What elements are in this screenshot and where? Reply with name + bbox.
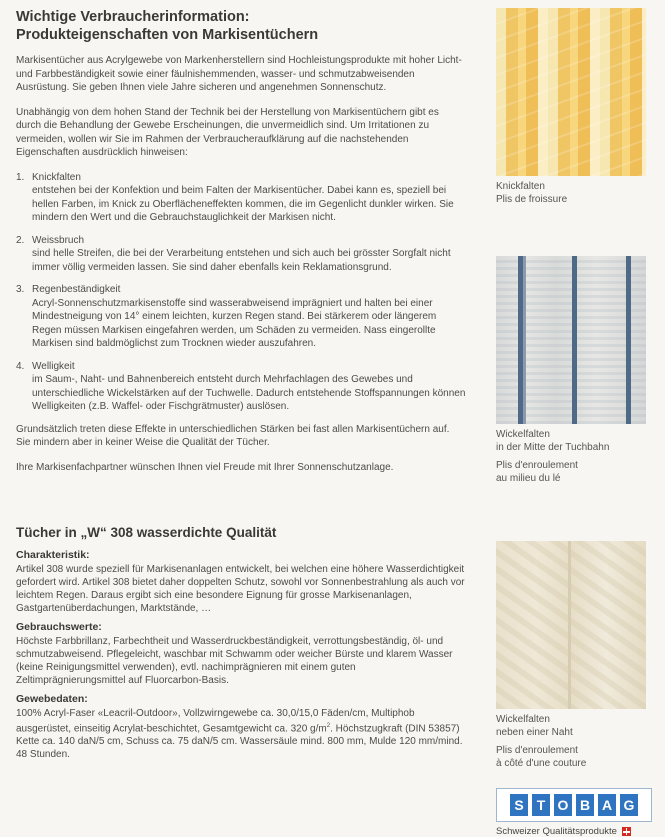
intro-paragraph-2: Unabhängig von dem hohen Stand der Technik bei der Herstellung von Markisentüchern gibt es durch die Behandlung der Gewebe Erscheinungen, die unvermeidlich sind. Um Irritationen zu vermeiden, wollen wir Sie im Rahmen der Verbraucheraufklärung auf die nachstehenden Eigenschaften ausdrücklich hinweisen: <box>16 106 439 158</box>
knickfalten-caption <box>496 180 656 206</box>
tagline: Schweizer Qualitätsprodukte <box>496 826 617 837</box>
intro-paragraph-1: Markisentücher aus Acrylgewebe von Markenherstellern sind Hochleistungsprodukte mit hoher Licht- und Farbbeständigkeit sowie einer fäulnishemmenden, wasser- und schmutzabweisenden Ausrüstung. Sie geben Ihnen viele Jahre sicheren und angenehmen Sonnenschutz. <box>16 55 462 93</box>
item-title: Weissbruch <box>32 234 85 246</box>
list-item <box>16 234 466 275</box>
logo-letter: G <box>620 794 638 816</box>
usage-heading: Gebrauchswerte: <box>16 621 102 633</box>
caption-fr: Plis de froissure <box>496 194 568 205</box>
caption-de-2: in der Mitte der Tuchbahn <box>496 442 610 453</box>
item-title: Regenbeständigkeit <box>32 284 121 295</box>
caption-fr-2: au milieu du lé <box>496 473 561 484</box>
properties-list <box>16 171 466 414</box>
knickfalten-photo <box>496 8 646 176</box>
title-line-1: Wichtige Verbraucherinformation: <box>16 9 250 25</box>
wickelfalten-mitte-photo <box>496 256 646 424</box>
stobag-logo <box>496 788 652 822</box>
list-item <box>16 360 466 414</box>
caption-fr-1: Plis d'enroulement <box>496 460 578 471</box>
item-number: 4. <box>16 360 25 372</box>
characteristics-text: Artikel 308 wurde speziell für Markisenanlagen entwickelt, bei welchen eine höhere Wasserdichtigkeit gefordert wird. Artikel 308 bietet daher doppelten Schutz, sowohl vor Sonnenbestrahlung als auch vor leichtem Regen. Daraus ergibt sich eine besondere Eignung für grosse Markisenanlagen, Gastgartenüberdachungen, Marktstände, … <box>16 564 465 614</box>
fabric-data-text <box>16 707 466 761</box>
fabric-data-superscript: 2 <box>326 723 331 729</box>
caption-de-1: Wickelfalten <box>496 714 550 725</box>
characteristics-heading: Charakteristik: <box>16 549 90 561</box>
item-title: Welligkeit <box>32 360 75 372</box>
caption-de-2: neben einer Naht <box>496 727 573 738</box>
item-number: 1. <box>16 171 25 183</box>
caption-de: Knickfalten <box>496 181 545 192</box>
logo-letter: S <box>510 794 528 816</box>
fabric-seam <box>568 541 571 709</box>
item-body: Acryl-Sonnenschutzmarkisenstoffe sind wasserabweisend imprägniert und halten bei einer Mindestneigung von 14° einem leichten, kurzen Regen stand. Bei stärkerem oder längerem Regen müssen Markisen eingefahren werden, um Schäden zu vermeiden. Nass eingerollte Markisen sind baldmöglichst zum Trocknen wieder auszufahren. <box>32 297 437 349</box>
tagline-row <box>496 826 656 837</box>
logo-letter: T <box>532 794 550 816</box>
image-column <box>496 8 656 837</box>
fabric-data-text-part-1: 100% Acryl-Faser «Leacril-Outdoor», Vollzwirngewebe ca. 30,0/15,0 Fäden/cm, Multiphob ausgerüstet, einseitig Acrylat-beschichtet, Gesamtgewicht ca. 320 g/m <box>16 708 415 735</box>
fabric-stripe <box>626 256 631 424</box>
list-item <box>16 283 466 351</box>
logo-letter: O <box>554 794 572 816</box>
caption-fr-2: à côté d'une couture <box>496 758 587 769</box>
item-number: 2. <box>16 234 25 246</box>
main-column <box>16 8 466 767</box>
logo-letter: B <box>576 794 594 816</box>
fabric-data-heading: Gewebedaten: <box>16 693 88 705</box>
closing-paragraph-1: Grundsätzlich treten diese Effekte in unterschiedlichen Stärken bei fast allen Markisentüchern auf. Sie mindern aber in keiner Weise die Qualität der Tücher. <box>16 423 450 448</box>
caption-fr-1: Plis d'enroulement <box>496 745 578 756</box>
page-title <box>16 8 466 44</box>
wickelfalten-naht-caption <box>496 713 656 770</box>
wickelfalten-mitte-caption <box>496 428 656 485</box>
title-line-2: Produkteigenschaften von Markisentüchern <box>16 27 319 43</box>
item-body: entstehen bei der Konfektion und beim Falten der Markisentücher. Dabei kann es, speziell bei hellen Farben, im Knick zu Oberflächeneffekten kommen, die im Gegenlicht dunkler wirken. Sie mindern den Wert und die Gebrauchstauglichkeit der Markisen nicht. <box>32 185 454 223</box>
item-body: im Saum-, Naht- und Bahnenbereich entsteht durch Mehrfachlagen des Gewebes und unterschiedliche Wickelstärken auf der Tuchwelle. Dadurch entstehende Stoffspannungen können Welligkeiten (z.B. Waffel- oder Fischgrätmuster) auslösen. <box>32 374 466 412</box>
usage-text: Höchste Farbbrillanz, Farbechtheit und Wasserdruckbeständigkeit, verrottungsbeständig, öl- und schmutzabweisend. Pflegeleicht, waschbar mit Schwamm oder weicher Bürste und klarem Wasser (keine Reinigungsmittel verwenden), evtl. nachimprägnieren mit einem guten Zeltimprägnierungsmittel auf Fluorcarbon-Basis. <box>16 636 453 686</box>
fabric-stripe <box>572 256 577 424</box>
item-body: sind helle Streifen, die bei der Verarbeitung entstehen und sich auch bei grösster Sorgfalt nicht immer völlig vermeiden lassen. Sie sind daher ebenfalls kein Reklamationsgrund. <box>32 248 451 273</box>
item-title: Knickfalten <box>32 171 81 183</box>
list-item <box>16 171 466 225</box>
logo-letter: A <box>598 794 616 816</box>
fabric-data-text-part-2: . Höchstzugkraft (DIN 53857) Kette ca. 140 daN/5 cm, Schuss ca. 75 daN/5 cm. Wassersäule mind. 800 mm, Mulde 120 mm/mind. 48 Stunden. <box>16 723 463 761</box>
swiss-flag-icon <box>622 827 631 836</box>
section-title: Tücher in „W“ 308 wasserdichte Qualität <box>16 525 277 540</box>
item-number: 3. <box>16 284 25 295</box>
caption-de-1: Wickelfalten <box>496 429 550 440</box>
wickelfalten-naht-photo <box>496 541 646 709</box>
fabric-stripe <box>523 256 526 424</box>
closing-paragraph-2: Ihre Markisenfachpartner wünschen Ihnen viel Freude mit Ihrer Sonnenschutzanlage. <box>16 461 394 473</box>
